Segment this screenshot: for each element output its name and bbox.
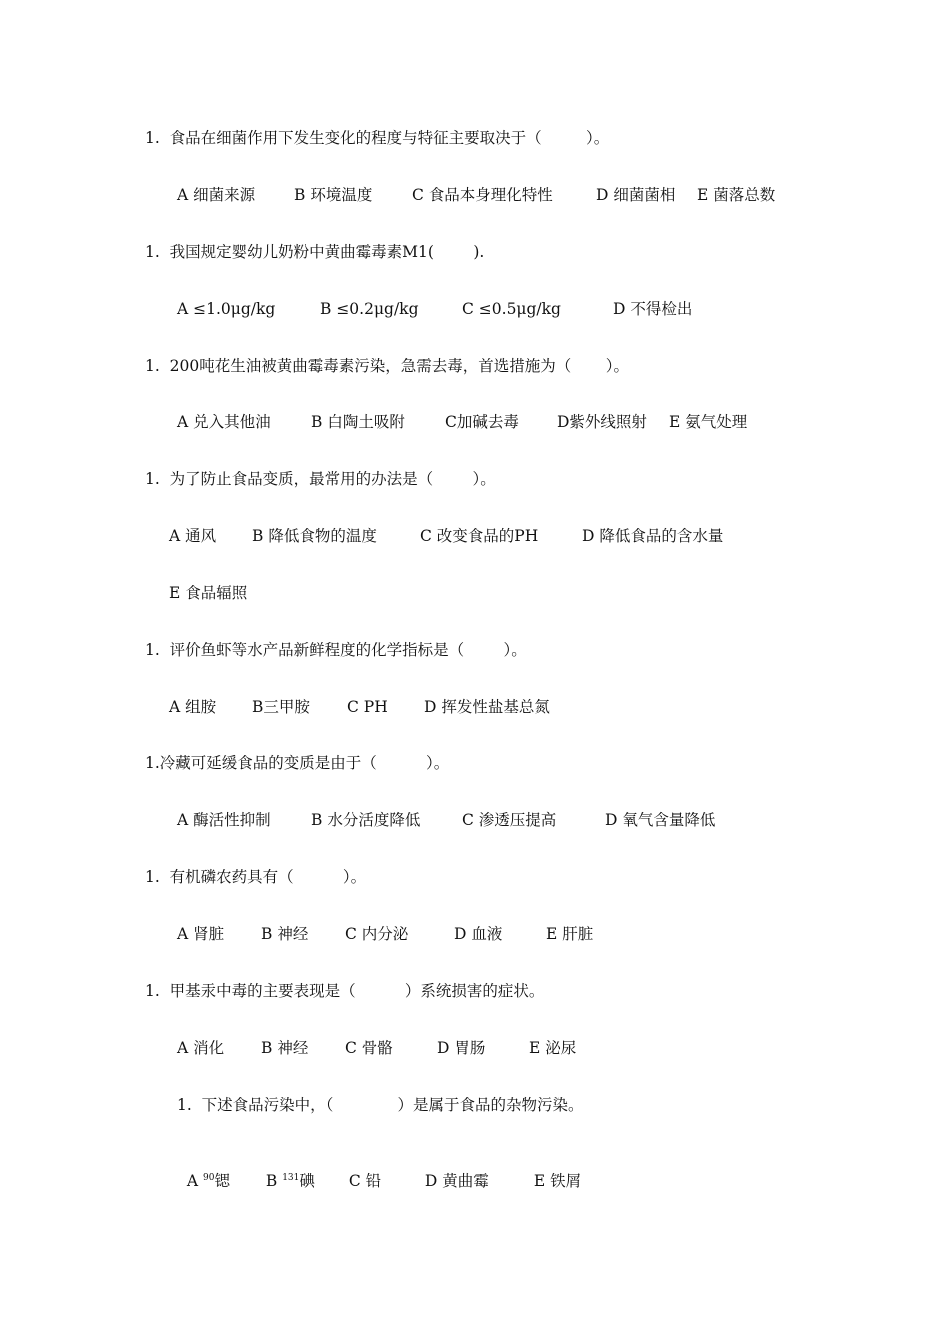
answer-option: A 消化 bbox=[177, 1039, 225, 1057]
answer-option: C加碱去毒 bbox=[445, 413, 519, 431]
answer-option bbox=[524, 1151, 581, 1191]
answer-option: C ≤0.5μg/kg bbox=[462, 300, 561, 318]
option-text: 黄曲霉 bbox=[442, 1172, 489, 1190]
option-text: 铅 bbox=[365, 1172, 382, 1190]
answer-option: C 食品本身理化特性 bbox=[412, 186, 553, 204]
option-letter: C bbox=[348, 1172, 361, 1190]
question-stem: 1. 甲基汞中毒的主要表现是（ ）系统损害的症状。 bbox=[145, 982, 545, 1000]
answer-option: A 酶活性抑制 bbox=[177, 811, 271, 829]
question-stem: 1. 200吨花生油被黄曲霉毒素污染，急需去毒，首选措施为（ ）。 bbox=[145, 357, 629, 375]
answer-option: B 神经 bbox=[261, 1039, 309, 1057]
answer-option: B 神经 bbox=[261, 925, 309, 943]
option-letter: B bbox=[265, 1172, 278, 1190]
answer-option: B 降低食物的温度 bbox=[252, 527, 377, 545]
option-text: 铁屑 bbox=[550, 1172, 582, 1190]
answer-option: A 组胺 bbox=[169, 698, 217, 716]
answer-option: D 细菌菌相 bbox=[596, 186, 676, 204]
answer-option: C 内分泌 bbox=[345, 925, 409, 943]
answer-option: A ≤1.0μg/kg bbox=[177, 300, 276, 318]
answer-option: E 肝脏 bbox=[546, 925, 594, 943]
answer-option: B 水分活度降低 bbox=[311, 811, 421, 829]
question-stem: 1. 为了防止食品变质，最常用的办法是（ ）。 bbox=[145, 470, 496, 488]
answer-option: B ≤0.2μg/kg bbox=[320, 300, 419, 318]
answer-option: D 血液 bbox=[454, 925, 503, 943]
option-text: 碘 bbox=[299, 1172, 315, 1190]
isotope-mass-number: 90 bbox=[203, 1173, 215, 1183]
answer-option: E 泌尿 bbox=[529, 1039, 577, 1057]
answer-option: D紫外线照射 bbox=[557, 413, 647, 431]
answer-option: D 胃肠 bbox=[437, 1039, 486, 1057]
answer-option: D 氧气含量降低 bbox=[605, 811, 716, 829]
option-text: 锶 bbox=[214, 1172, 230, 1190]
question-stem: 1. 我国规定婴幼儿奶粉中黄曲霉毒素M1( ). bbox=[145, 243, 485, 261]
answer-option: C 骨骼 bbox=[345, 1039, 393, 1057]
option-letter: D bbox=[424, 1172, 438, 1190]
option-letter: E bbox=[533, 1172, 546, 1190]
answer-option: B 白陶土吸附 bbox=[311, 413, 405, 431]
question-stem: 1. 下述食品污染中，（ ）是属于食品的杂物污染。 bbox=[177, 1096, 584, 1114]
question-stem: 1.冷藏可延缓食品的变质是由于（ ）。 bbox=[145, 754, 450, 772]
question-stem: 1. 评价鱼虾等水产品新鲜程度的化学指标是（ ）。 bbox=[145, 641, 527, 659]
answer-option bbox=[415, 1151, 489, 1191]
answer-option: D 挥发性盐基总氮 bbox=[424, 698, 550, 716]
answer-option: E 菌落总数 bbox=[697, 186, 776, 204]
answer-option: D 降低食品的含水量 bbox=[582, 527, 724, 545]
answer-option bbox=[339, 1151, 381, 1191]
answer-option: E 氨气处理 bbox=[669, 413, 748, 431]
question-stem: 1. 食品在细菌作用下发生变化的程度与特征主要取决于（ ）。 bbox=[145, 129, 610, 147]
answer-option: C 渗透压提高 bbox=[462, 811, 557, 829]
answer-option: E 食品辐照 bbox=[169, 584, 248, 602]
answer-option: C 改变食品的PH bbox=[420, 527, 539, 545]
answer-option: A 细菌来源 bbox=[177, 186, 256, 204]
answer-option bbox=[256, 1151, 315, 1191]
answer-option: A 肾脏 bbox=[177, 925, 225, 943]
answer-option: D 不得检出 bbox=[613, 300, 693, 318]
isotope-mass-number: 131 bbox=[282, 1173, 300, 1183]
answer-option bbox=[177, 1151, 230, 1191]
answer-option: C PH bbox=[347, 698, 388, 716]
answer-option: B三甲胺 bbox=[252, 698, 310, 716]
answer-option: A 通风 bbox=[169, 527, 217, 545]
answer-option: A 兑入其他油 bbox=[177, 413, 271, 431]
question-stem: 1. 有机磷农药具有（ ）。 bbox=[145, 868, 367, 886]
option-letter: A bbox=[186, 1172, 199, 1190]
answer-option: B 环境温度 bbox=[294, 186, 373, 204]
